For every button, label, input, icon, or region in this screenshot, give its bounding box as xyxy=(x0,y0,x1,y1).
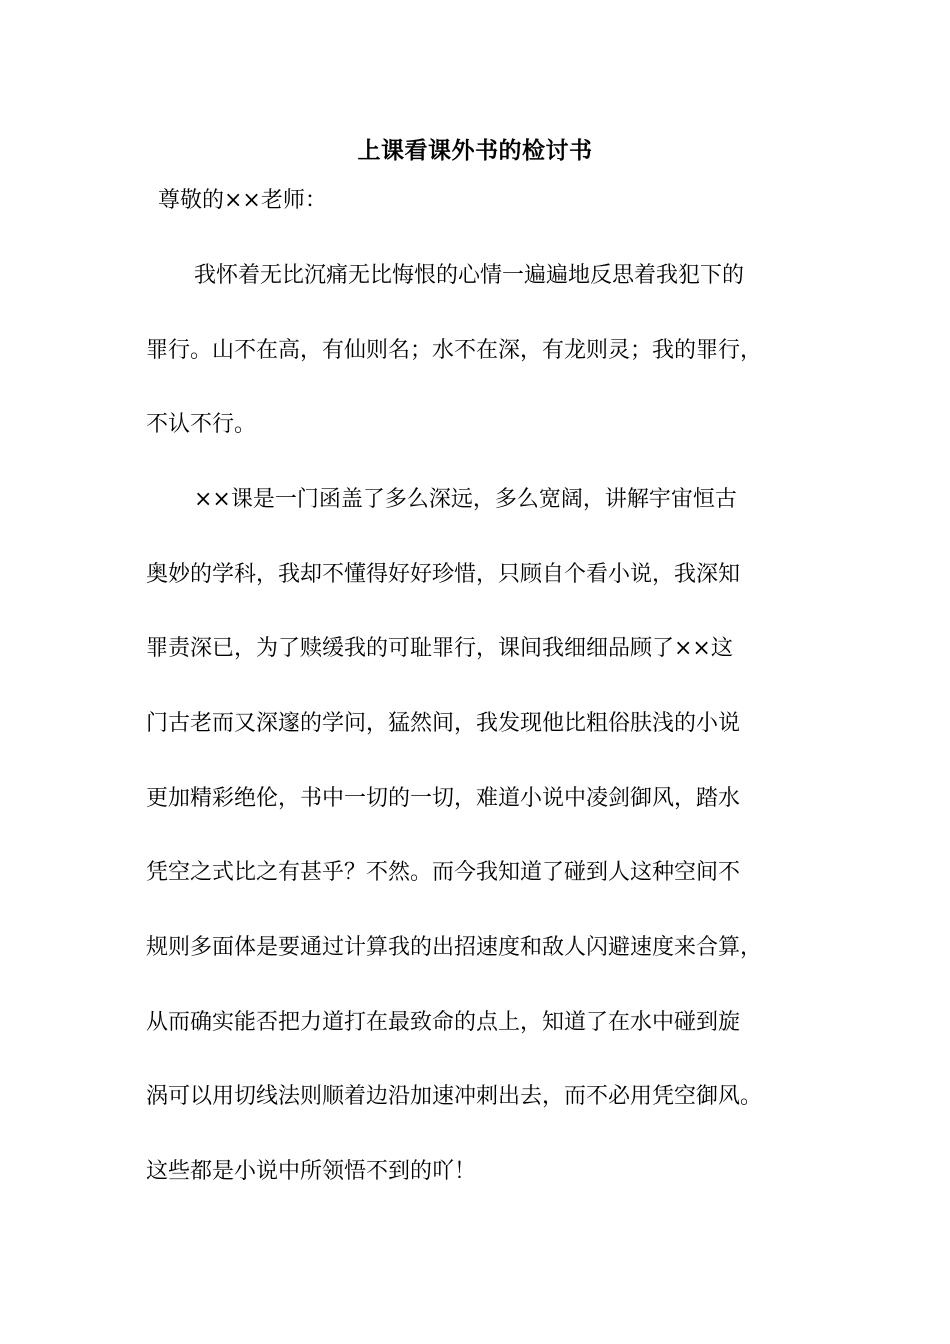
paragraph-line: 更加精彩绝伦，书中一切的一切，难道小说中凌剑御风，踏水 xyxy=(146,786,741,811)
paragraph-line: 我怀着无比沉痛无比悔恨的心情一遍遍地反思着我犯下的 xyxy=(194,263,745,288)
paragraph-line: 凭空之式比之有甚乎？不然。而今我知道了碰到人这种空间不 xyxy=(146,860,741,885)
paragraph-line: 规则多面体是要通过计算我的出招速度和敌人闪避速度来合算， xyxy=(146,935,763,960)
paragraph-line: 涡可以用切线法则顺着边沿加速冲刺出去，而不必用凭空御风。 xyxy=(146,1084,763,1109)
paragraph-line: 这些都是小说中所领悟不到的吖！ xyxy=(146,1159,477,1184)
paragraph-line: ××课是一门函盖了多么深远，多么宽阔，讲解宇宙恒古 xyxy=(194,487,737,512)
paragraph-line: 门古老而又深邃的学问，猛然间，我发现他比粗俗肤浅的小说 xyxy=(146,711,741,736)
paragraph-line: 罪行。山不在高，有仙则名；水不在深，有龙则灵；我的罪行， xyxy=(146,338,763,363)
paragraph-line: 奥妙的学科，我却不懂得好好珍惜，只顾自个看小说，我深知 xyxy=(146,562,741,587)
paragraph-line: 不认不行。 xyxy=(146,412,257,437)
document-title: 上课看课外书的检讨书 xyxy=(357,137,593,164)
paragraph-line: 从而确实能否把力道打在最致命的点上，知道了在水中碰到旋 xyxy=(146,1010,741,1035)
salutation: 尊敬的××老师： xyxy=(158,188,327,213)
paragraph-line: 罪责深已，为了赎缓我的可耻罪行，课间我细细品顾了××这 xyxy=(146,636,733,661)
